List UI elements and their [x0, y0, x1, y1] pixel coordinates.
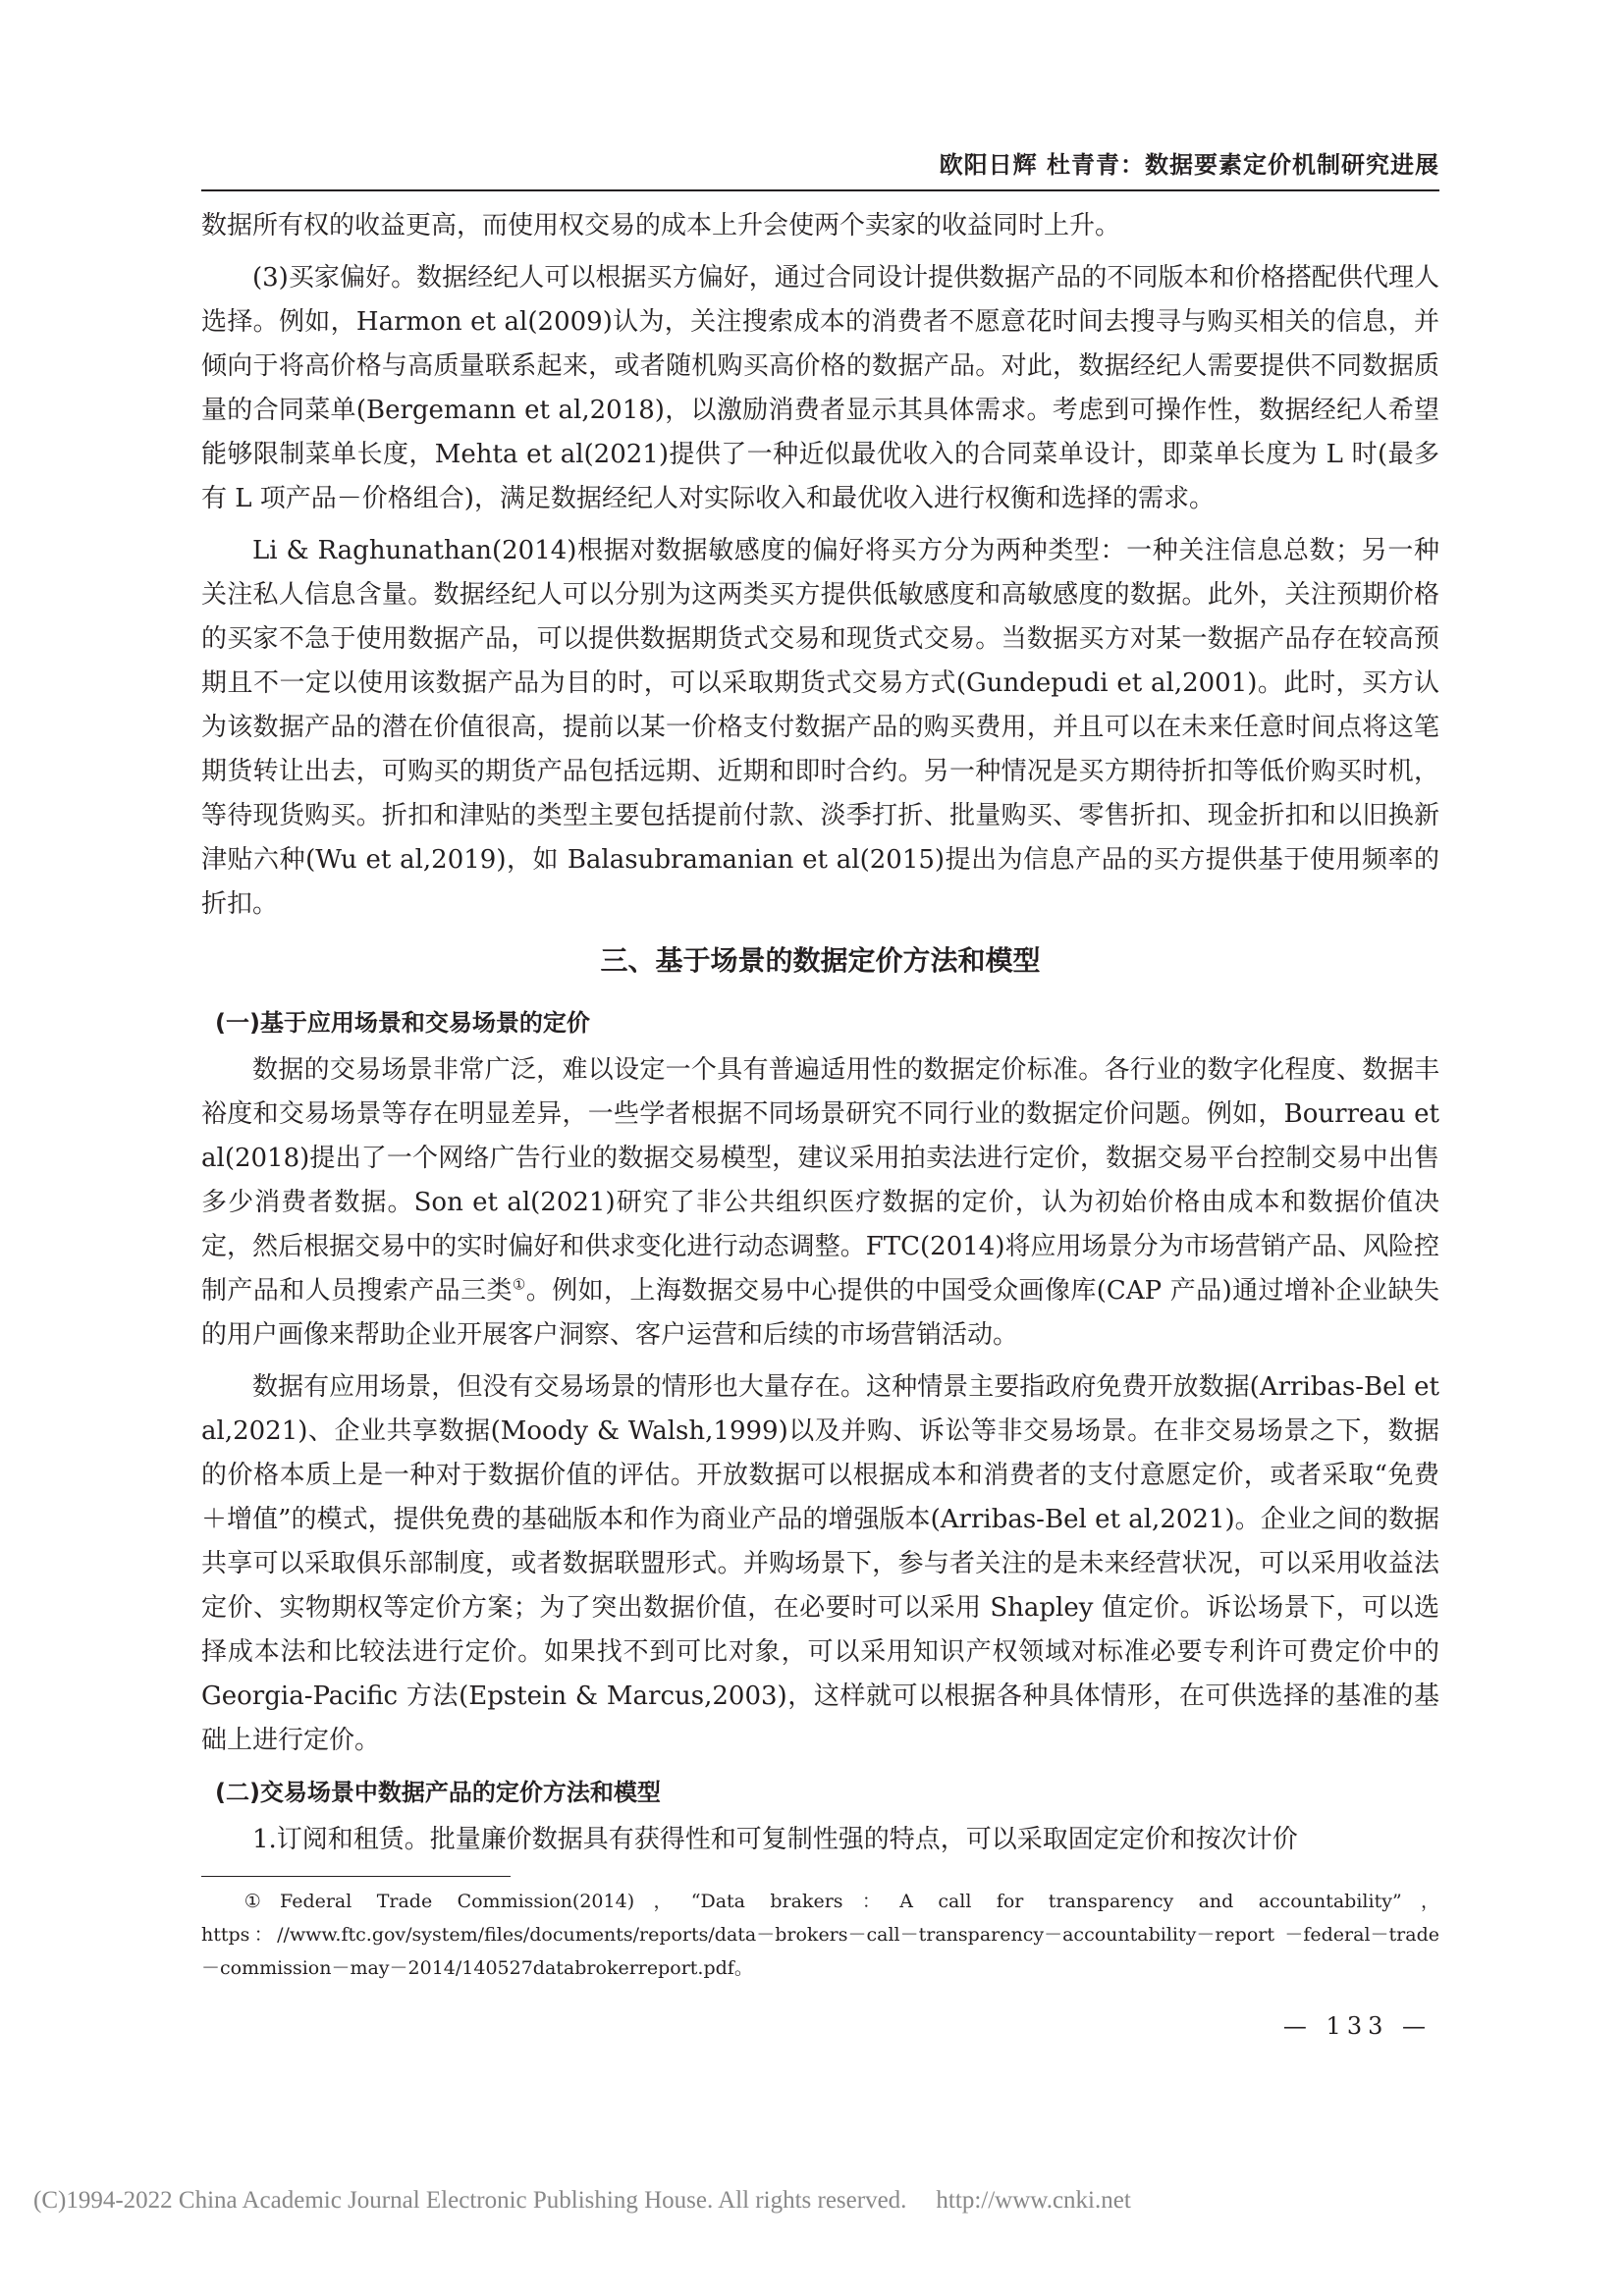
footnote-rule	[201, 1876, 511, 1877]
paragraph: Li & Raghunathan(2014)根据对数据敏感度的偏好将买方分为两种类型：一种关注信息总数；另一种关注私人信息含量。数据经纪人可以分别为这两类买方提供低敏感度和高敏感度的数据。此外，关注预期价格的买家不急于使用数据产品，可以提供数据期货式交易和现货式交易。当数据买方对某一数据产品存在较高预期且不一定以使用该数据产品为目的时，可以采取期货式交易方式(Gundepudi et al,2001)。此时，买方认为该数据产品的潜在价值很高，提前以某一价格支付数据产品的购买费用，并且可以在未来任意时间点将这笔期货转让出去，可购买的期货产品包括远期、近期和即时合约。另一种情况是买方期待折扣等低价购买时机，等待现货购买。折扣和津贴的类型主要包括提前付款、淡季打折、批量购买、零售折扣、现金折扣和以旧换新津贴六种(Wu et al,2019)，如 Balasubramanian et al(2015)提出为信息产品的买方提供基于使用频率的折扣。	[201, 536, 1439, 919]
paragraph: 数据有应用场景，但没有交易场景的情形也大量存在。这种情景主要指政府免费开放数据(Arribas-Bel et al,2021)、企业共享数据(Moody & Walsh,1999)以及并购、诉讼等非交易场景。在非交易场景之下，数据的价格本质上是一种对于数据价值的评估。开放数据可以根据成本和消费者的支付意愿定价，或者采取“免费＋增值”的模式，提供免费的基础版本和作为商业产品的增强版本(Arribas-Bel et al,2021)。企业之间的数据共享可以采取俱乐部制度，或者数据联盟形式。并购场景下，参与者关注的是未来经营状况，可以采用收益法定价、实物期权等定价方案；为了突出数据价值，在必要时可以采用 Shapley 值定价。诉讼场景下，可以选择成本法和比较法进行定价。如果找不到可比对象，可以采用知识产权领域对标准必要专利许可费定价中的 Georgia-Pacific 方法(Epstein & Marcus,2003)，这样就可以根据各种具体情形，在可供选择的基准的基础上进行定价。	[201, 1372, 1439, 1755]
paragraph-text: 数据的交易场景非常广泛，难以设定一个具有普遍适用性的数据定价标准。各行业的数字化程度、数据丰裕度和交易场景等存在明显差异，一些学者根据不同场景研究不同行业的数据定价问题。例如，Bourreau et al(2018)提出了一个网络广告行业的数据交易模型，建议采用拍卖法进行定价，数据交易平台控制交易中出售多少消费者数据。Son et al(2021)研究了非公共组织医疗数据的定价，认为初始价格由成本和数据价值决定，然后根据交易中的实时偏好和供求变化进行动态调整。FTC(2014)将应用场景分为市场营销产品、风险控制产品和人员搜索产品三类	[201, 1055, 1439, 1306]
cnki-link[interactable]: http://www.cnki.net	[936, 2187, 1131, 2214]
footnote: ①Federal Trade Commission(2014)，“Data brakers：A call for transparency and accountability”，https：//www.ftc.gov/system/files/documents/reports/data－brokers－call－transparency－accountability－report －federal－trade－commission－may－2014/140527databrokerreport.pdf。	[201, 1891, 1439, 1979]
paragraph	[201, 1048, 1439, 1358]
paragraph: (3)买家偏好。数据经纪人可以根据买方偏好，通过合同设计提供数据产品的不同版本和价格搭配供代理人选择。例如，Harmon et al(2009)认为，关注搜索成本的消费者不愿意花时间去搜寻与购买相关的信息，并倾向于将高价格与高质量联系起来，或者随机购买高价格的数据产品。对此，数据经纪人需要提供不同数据质量的合同菜单(Bergemann et al,2018)，以激励消费者显示其具体需求。考虑到可操作性，数据经纪人希望能够限制菜单长度，Mehta et al(2021)提供了一种近似最优收入的合同菜单设计，即菜单长度为 L 时(最多有 L 项产品－价格组合)，满足数据经纪人对实际收入和最优收入进行权衡和选择的需求。	[201, 263, 1439, 513]
running-head: 欧阳日辉 杜青青：数据要素定价机制研究进展	[939, 151, 1439, 179]
footnote-marker: ①	[512, 1275, 526, 1294]
copyright-line	[33, 2187, 1131, 2215]
paragraph: 1.订阅和租赁。批量廉价数据具有获得性和可复制性强的特点，可以采取固定定价和按次计价	[252, 1825, 1298, 1854]
section-heading: 三、基于场景的数据定价方法和模型	[600, 944, 1041, 977]
paragraph-text: 。例如，上海数据交易中心提供的中国受众画像库(CAP 产品)通过增补企业缺失的用户画像来帮助企业开展客户洞察、客户运营和后续的市场营销活动。	[201, 1276, 1439, 1350]
copyright-text: (C)1994-2022 China Academic Journal Electronic Publishing House. All rights reserved.	[33, 2187, 907, 2214]
subsection-heading: (一)基于应用场景和交易场景的定价	[215, 1009, 590, 1037]
paragraph: 数据所有权的收益更高，而使用权交易的成本上升会使两个卖家的收益同时上升。	[201, 211, 1121, 240]
article-body	[201, 204, 1439, 1870]
header-rule	[201, 189, 1439, 191]
subsection-heading: (二)交易场景中数据产品的定价方法和模型	[215, 1779, 661, 1806]
page-number: — 133 —	[1282, 2012, 1432, 2040]
